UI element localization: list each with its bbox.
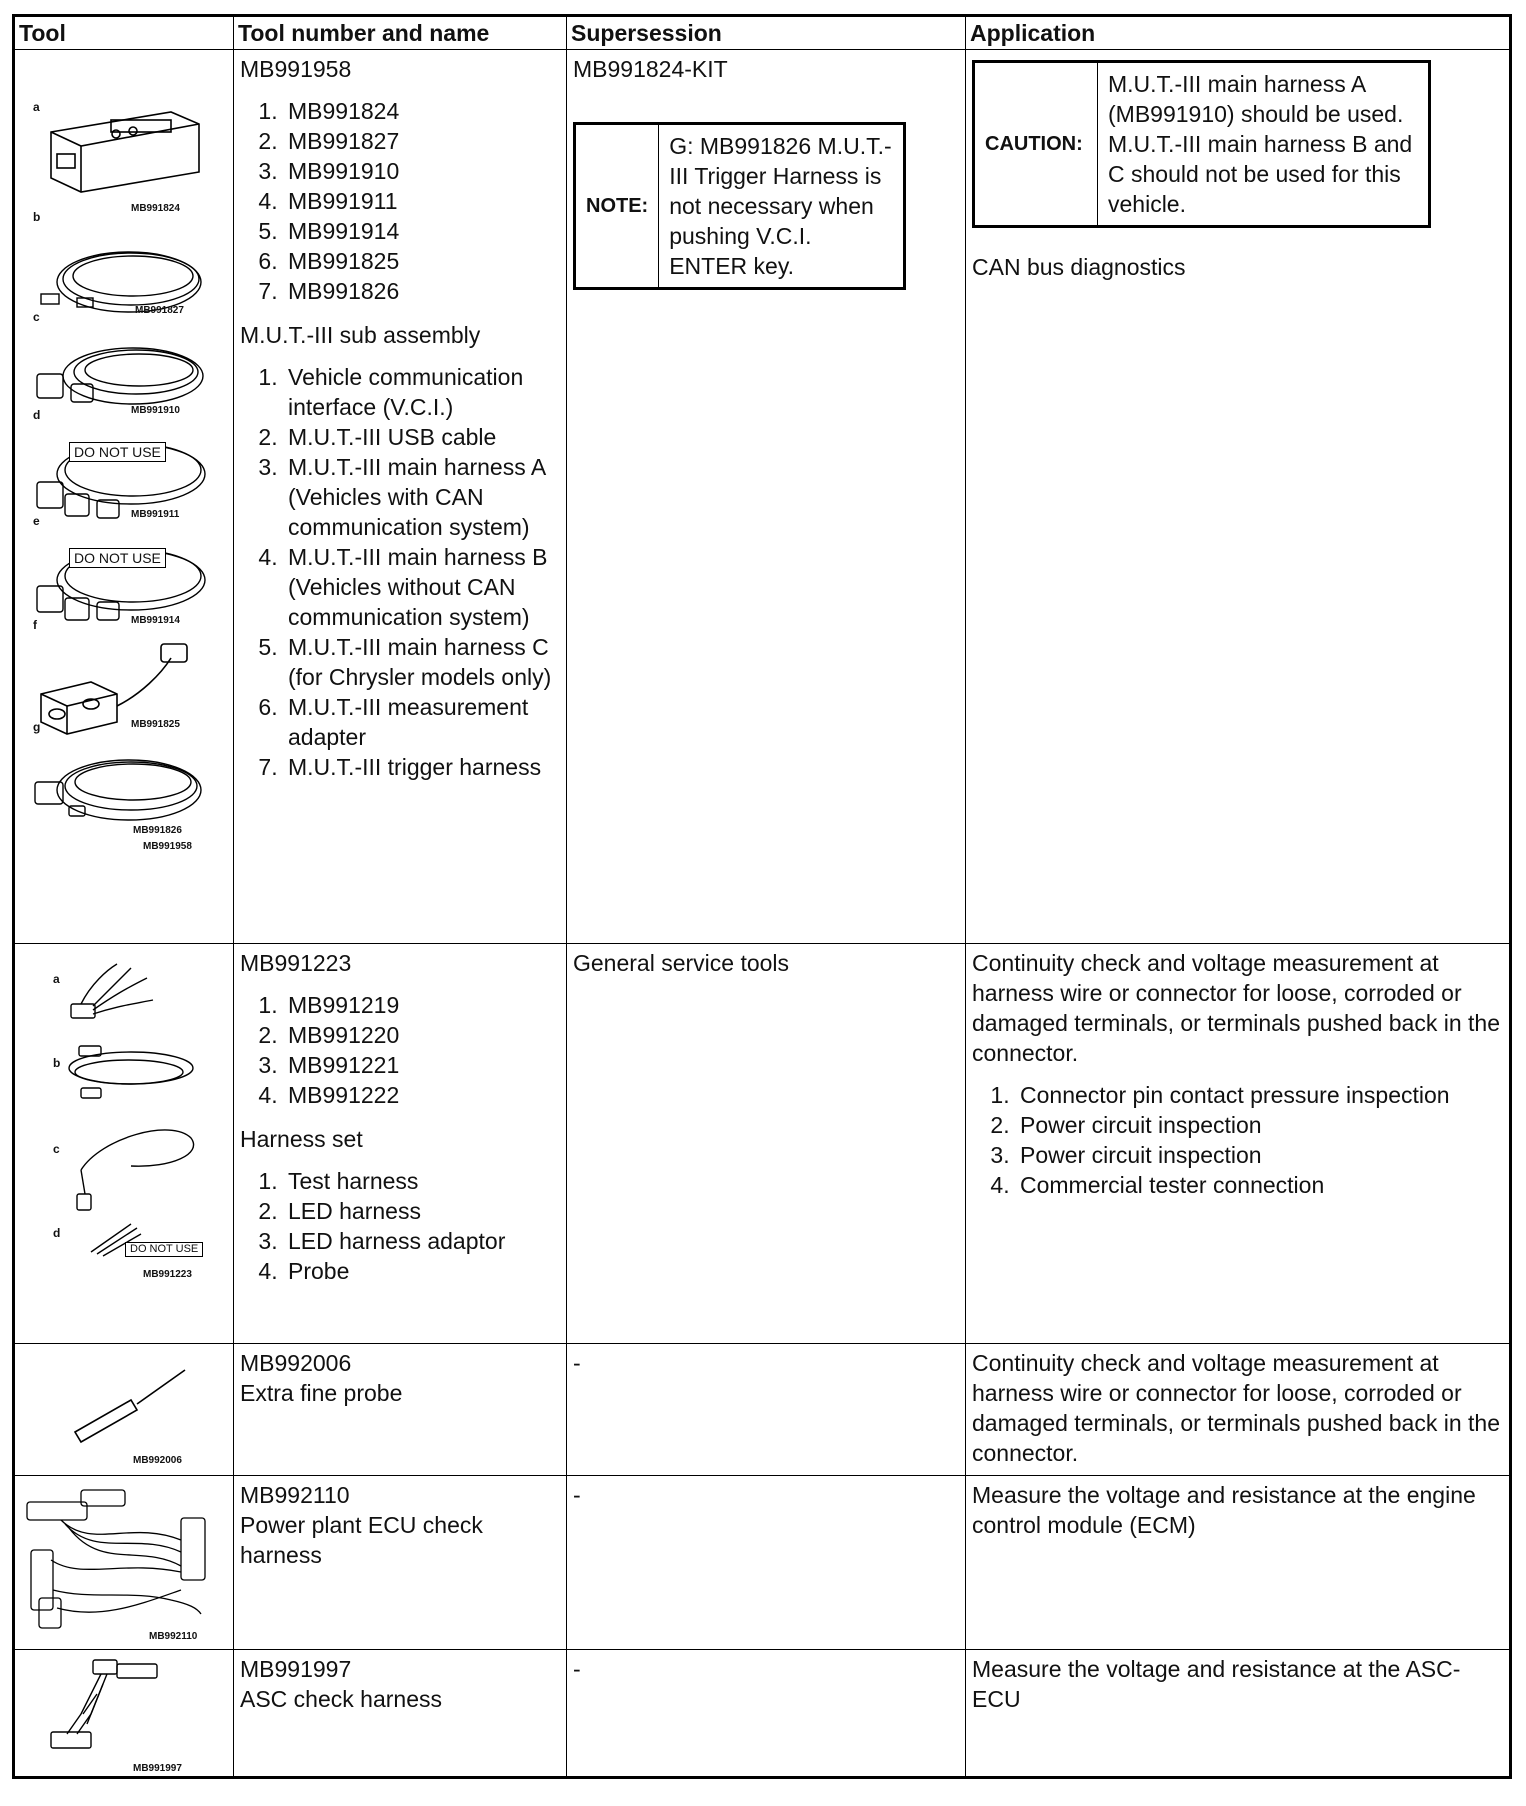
header-tool-number-name: Tool number and name — [234, 16, 567, 50]
do-not-use-label: DO NOT USE — [125, 1242, 203, 1257]
application-cell — [966, 1344, 1511, 1476]
harness-set-list — [240, 1166, 560, 1286]
supersession-cell — [567, 944, 966, 1344]
figure-tag-c: c — [53, 1142, 60, 1156]
figure-tag-e: e — [33, 514, 40, 528]
note-label: NOTE: — [575, 124, 659, 289]
part-label-mb991914: MB991914 — [131, 615, 180, 626]
led-harness-drawing — [69, 1046, 193, 1098]
tool-number: MB992006 — [240, 1350, 352, 1376]
tool-number: MB991223 — [240, 950, 352, 976]
caution-label: CAUTION: — [974, 62, 1098, 227]
caution-text: M.U.T.-III main harness A (MB991910) should be used. M.U.T.-III main harness B and C should not be used for this vehicle. — [1108, 71, 1413, 217]
application-text: Measure the voltage and resistance at the ASC-ECU — [972, 1656, 1461, 1712]
list-item: 3. M.U.T.-III main harness A (Vehicles with CAN communication system) — [284, 452, 560, 542]
tool-number-name-cell — [234, 944, 567, 1344]
asc-check-harness-figure — [21, 1654, 221, 1774]
list-item: 5. M.U.T.-III main harness C (for Chrysler models only) — [284, 632, 560, 692]
figure-tag-b: b — [53, 1056, 61, 1070]
do-not-use-label: DO NOT USE — [69, 442, 166, 462]
tool-number: MB991997 — [240, 1656, 352, 1682]
supersession-value: - — [573, 1482, 581, 1508]
figure-tag-f: f — [33, 618, 37, 632]
list-item: 4. Commercial tester connection — [1016, 1170, 1503, 1200]
list-item: 1. MB991219 — [284, 990, 560, 1020]
list-item: 1. Vehicle communication interface (V.C.I.) — [284, 362, 560, 422]
led-harness-adaptor-drawing — [77, 1130, 194, 1210]
figure-tag-g: g — [33, 720, 41, 734]
supersession-cell — [567, 1650, 966, 1778]
service-tools-sheet — [12, 14, 1512, 1779]
list-item: 3. MB991221 — [284, 1050, 560, 1080]
header-application: Application — [966, 16, 1511, 50]
list-item: 6. MB991825 — [284, 246, 560, 276]
figure-tag-a: a — [33, 100, 40, 114]
list-item: 2. MB991220 — [284, 1020, 560, 1050]
list-item: 4. MB991222 — [284, 1080, 560, 1110]
list-item: 4. Probe — [284, 1256, 560, 1286]
asc-check-harness-drawing — [21, 1654, 221, 1770]
table-row-mb992110 — [14, 1476, 1511, 1650]
tool-number: MB991958 — [240, 56, 352, 82]
tool-name: Power plant ECU check harness — [240, 1512, 483, 1568]
part-label-mb991910: MB991910 — [131, 405, 180, 416]
figure-tag-b: b — [33, 210, 41, 224]
tool-number: MB992110 — [240, 1482, 350, 1508]
application-text: Continuity check and voltage measurement at harness wire or connector for loose, corroded or damaged terminals, or terminals pushed back in the connector. — [972, 950, 1501, 1066]
supersession-cell — [567, 1476, 966, 1650]
harness-component-list — [240, 990, 560, 1110]
application-text: Continuity check and voltage measurement at harness wire or connector for loose, corroded or damaged terminals, or terminals pushed back in the connector. — [972, 1350, 1501, 1466]
tool-figure-cell — [14, 50, 234, 944]
list-item: 3. Power circuit inspection — [1016, 1140, 1503, 1170]
table-row-mb991958 — [14, 50, 1511, 944]
figure-tag-c: c — [33, 310, 40, 324]
tool-number-name-cell — [234, 1650, 567, 1778]
vci-unit-drawing — [51, 112, 199, 192]
tool-number-name-cell — [234, 1344, 567, 1476]
header-tool: Tool — [14, 16, 234, 50]
caution-box — [972, 60, 1431, 228]
supersession-value: - — [573, 1656, 581, 1682]
application-list — [972, 1080, 1503, 1200]
table-row-mb991997 — [14, 1650, 1511, 1778]
list-item: 4. MB991911 — [284, 186, 560, 216]
figure-tag-a: a — [53, 972, 60, 986]
figure-tag-d: d — [33, 408, 41, 422]
tool-figure-cell — [14, 1476, 234, 1650]
application-text: CAN bus diagnostics — [972, 254, 1186, 280]
list-item: 2. Power circuit inspection — [1016, 1110, 1503, 1140]
application-cell — [966, 944, 1511, 1344]
application-cell — [966, 1476, 1511, 1650]
table-row-mb991223 — [14, 944, 1511, 1344]
test-harness-drawing — [71, 964, 153, 1018]
list-item: 1. MB991824 — [284, 96, 560, 126]
ecu-check-harness-drawing — [21, 1480, 221, 1640]
list-item: 2. M.U.T.-III USB cable — [284, 422, 560, 452]
supersession-value: - — [573, 1350, 581, 1376]
application-text: Measure the voltage and resistance at the engine control module (ECM) — [972, 1482, 1476, 1538]
tool-name: Extra fine probe — [240, 1380, 403, 1406]
special-tools-table — [12, 14, 1512, 1779]
note-box — [573, 122, 906, 290]
tool-figure-cell — [14, 944, 234, 1344]
list-item: 7. MB991826 — [284, 276, 560, 306]
tool-figure-cell — [14, 1650, 234, 1778]
harness-set-figure — [21, 948, 221, 1328]
supersession-cell — [567, 50, 966, 944]
supersession-cell — [567, 1344, 966, 1476]
part-label-mb991826: MB991826 — [133, 825, 182, 836]
mut-iii-kit-figure — [21, 54, 221, 934]
part-label-mb991223: MB991223 — [143, 1269, 192, 1280]
tool-number-name-cell — [234, 50, 567, 944]
sub-assembly-title: M.U.T.-III sub assembly — [240, 322, 481, 348]
part-label-mb991825: MB991825 — [131, 719, 180, 730]
list-item: 6. M.U.T.-III measurement adapter — [284, 692, 560, 752]
figure-tag-d: d — [53, 1226, 61, 1240]
part-label-mb991824: MB991824 — [131, 203, 180, 214]
mut-iii-kit-drawing — [21, 54, 221, 934]
list-item: 7. M.U.T.-III trigger harness — [284, 752, 560, 782]
harness-set-title: Harness set — [240, 1126, 363, 1152]
list-item: 4. M.U.T.-III main harness B (Vehicles without CAN communication system) — [284, 542, 560, 632]
supersession-value: General service tools — [573, 950, 790, 976]
supersession-value: MB991824-KIT — [573, 56, 728, 82]
trigger-harness-drawing — [35, 760, 201, 820]
tool-number-name-cell — [234, 1476, 567, 1650]
part-label-mb992006: MB992006 — [133, 1455, 182, 1466]
header-supersession: Supersession — [567, 16, 966, 50]
application-cell — [966, 50, 1511, 944]
list-item: 1. Connector pin contact pressure inspection — [1016, 1080, 1503, 1110]
sub-assembly-list — [240, 362, 560, 782]
note-text: G: MB991826 M.U.T.-III Trigger Harness is not necessary when pushing V.C.I. ENTER key. — [669, 133, 892, 279]
part-label-mb991911: MB991911 — [131, 509, 180, 520]
extra-fine-probe-figure — [21, 1348, 221, 1466]
part-label-mb991997: MB991997 — [133, 1763, 182, 1774]
part-label-mb992110: MB992110 — [149, 1631, 198, 1642]
list-item: 1. Test harness — [284, 1166, 560, 1196]
tool-name: ASC check harness — [240, 1686, 442, 1712]
do-not-use-label: DO NOT USE — [69, 548, 166, 568]
ecu-check-harness-figure — [21, 1480, 221, 1640]
kit-component-list — [240, 96, 560, 306]
header-row — [14, 16, 1511, 50]
application-cell — [966, 1650, 1511, 1778]
list-item: 3. LED harness adaptor — [284, 1226, 560, 1256]
list-item: 2. LED harness — [284, 1196, 560, 1226]
table-row-mb992006 — [14, 1344, 1511, 1476]
list-item: 2. MB991827 — [284, 126, 560, 156]
part-label-mb991958: MB991958 — [143, 841, 192, 852]
list-item: 5. MB991914 — [284, 216, 560, 246]
tool-figure-cell — [14, 1344, 234, 1476]
part-label-mb991827: MB991827 — [135, 305, 184, 316]
extra-fine-probe-drawing — [21, 1348, 221, 1466]
list-item: 3. MB991910 — [284, 156, 560, 186]
